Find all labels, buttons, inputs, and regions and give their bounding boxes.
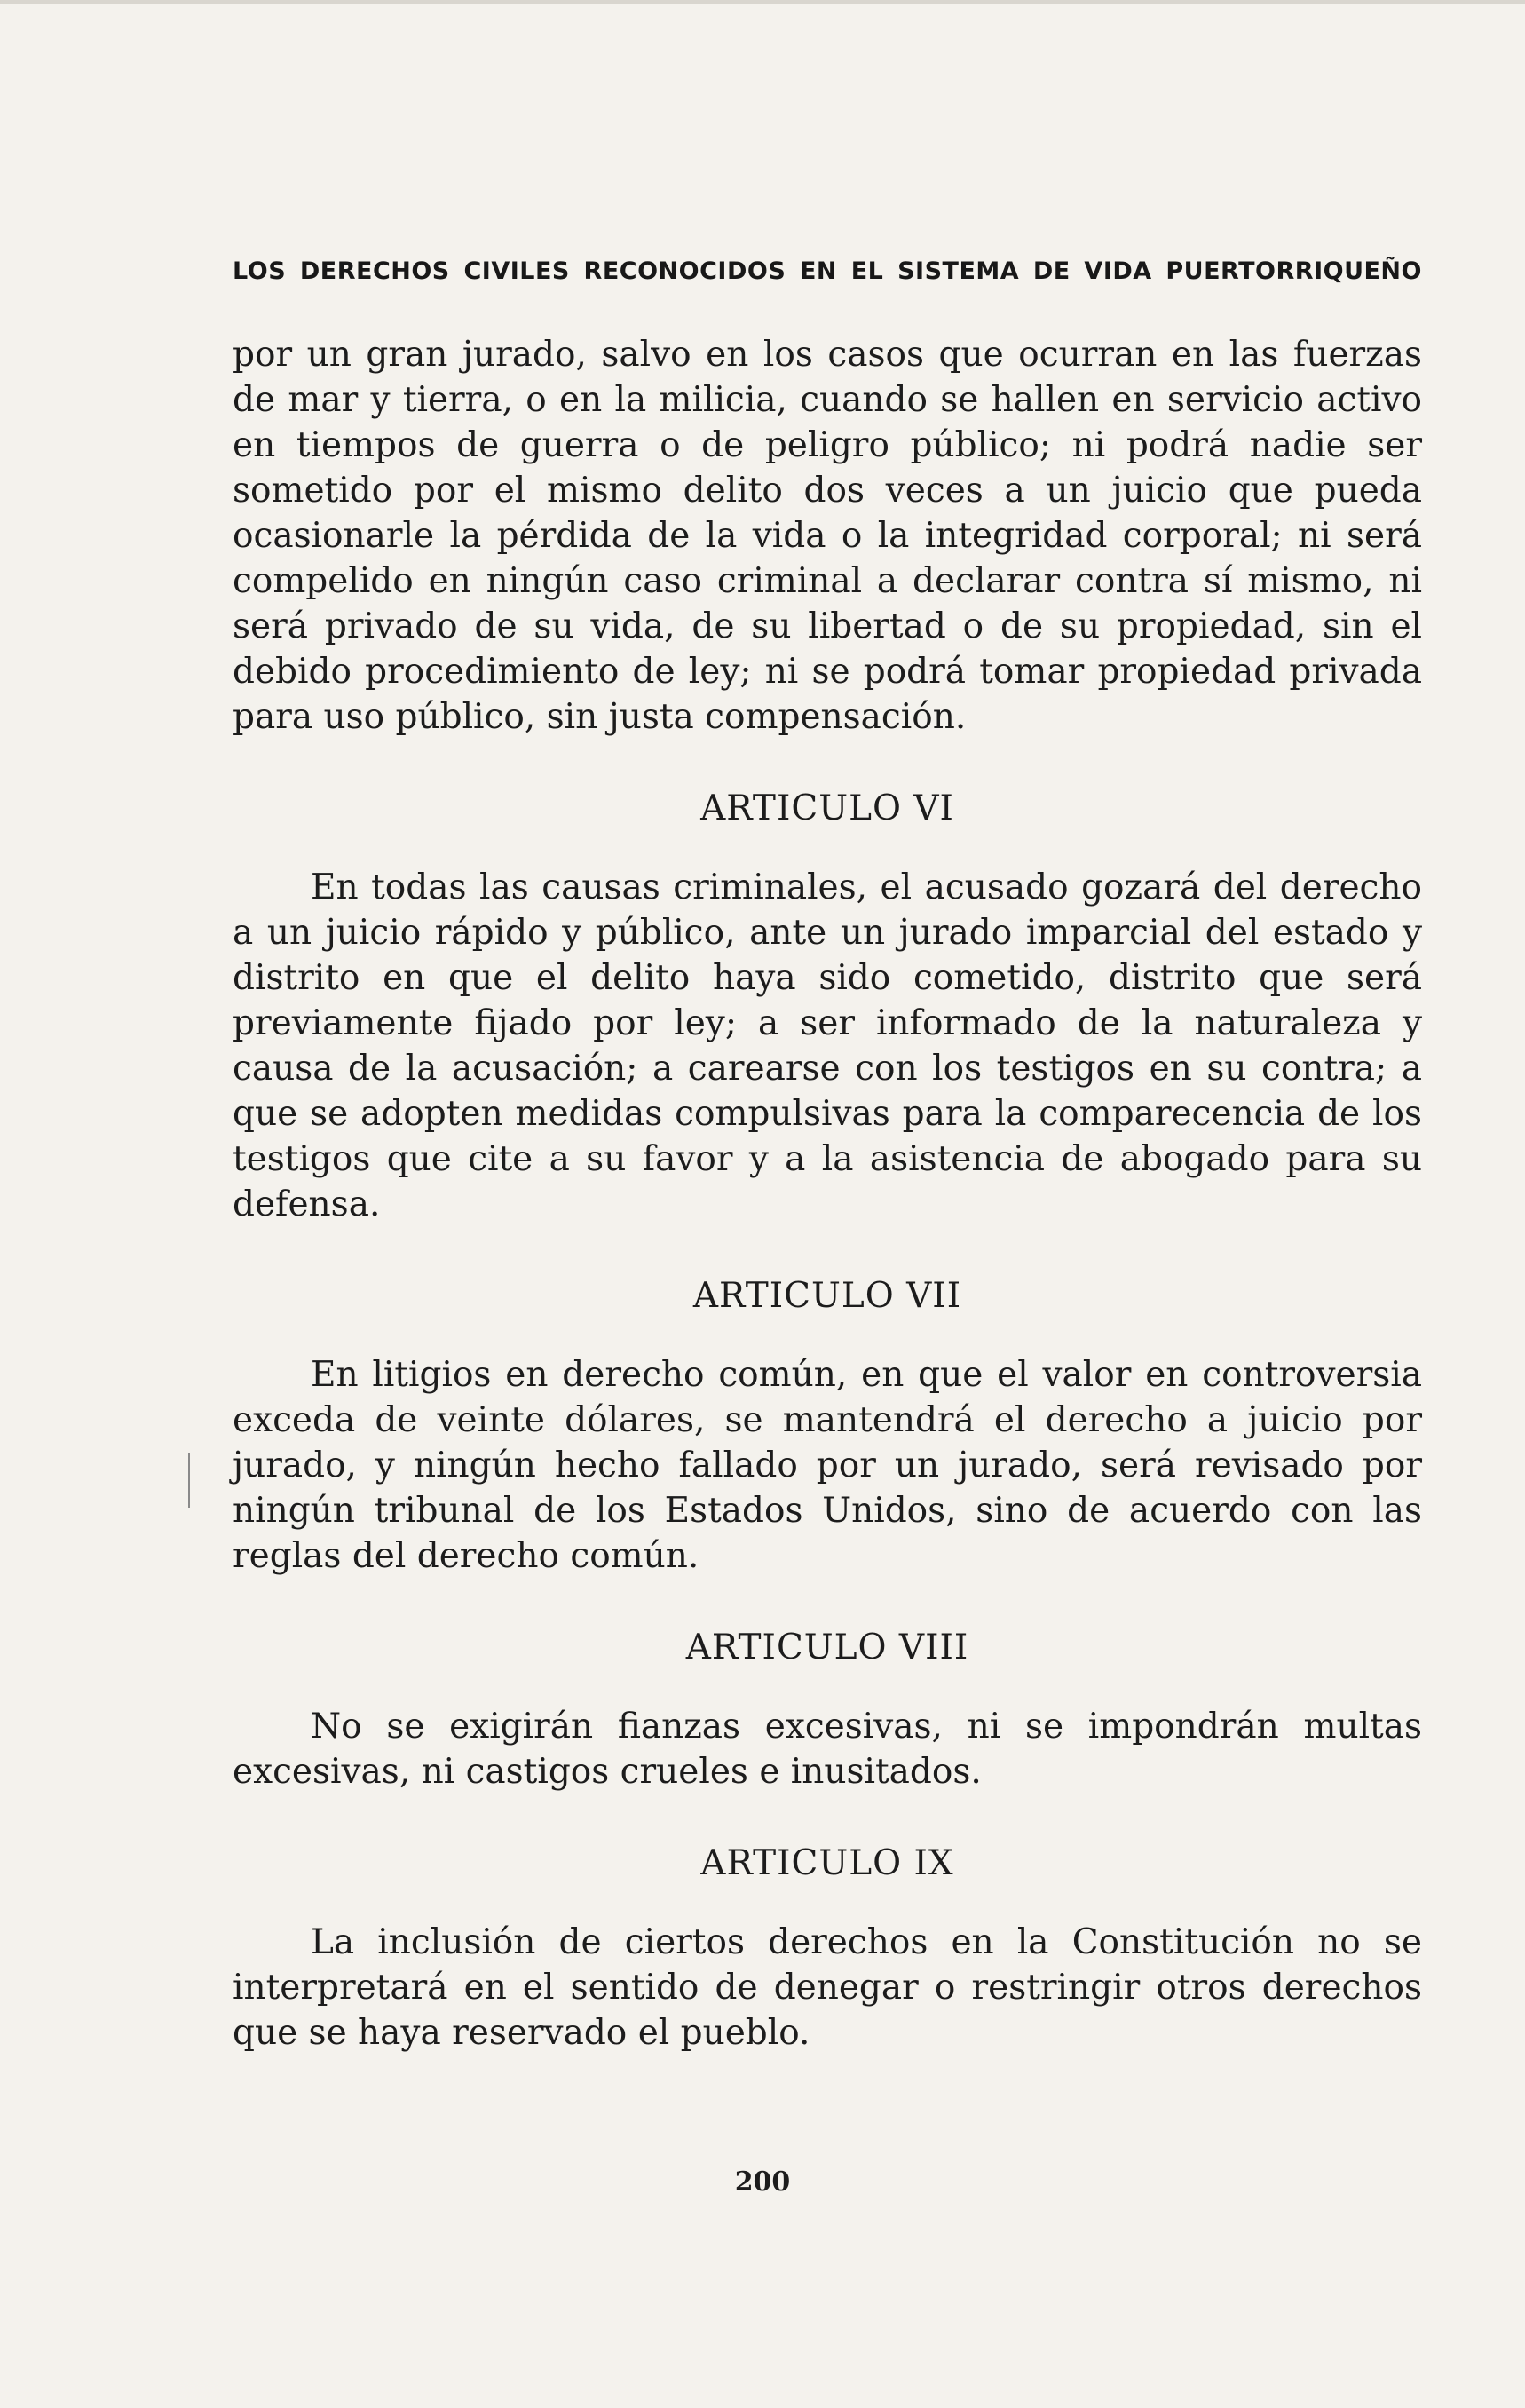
page-body [233,332,1422,2056]
article-vii-text: En litigios en derecho común, en que el valor en controversia exceda de veinte dólares, se mantendrá el derecho a juicio por jurado, y ningún hecho fallado por un jurado, será revisado por ningún tribunal de los Estados Unidos, sino de acuerdo con las reglas del derecho común. [233,1355,1422,1576]
article-vi-text: En todas las causas criminales, el acusado gozará del derecho a un juicio rápido y público, ante un jurado imparcial del estado y distrito en que el delito haya sido cometido, distrito que será previamente fijado por ley; a ser informado de la naturaleza y causa de la acusación; a carearse con los testigos en su contra; a que se adopten medidas compulsivas para la comparecencia de los testigos que cite a su favor y a la asistencia de abogado para su defensa. [233,867,1422,1224]
running-header: LOS DERECHOS CIVILES RECONOCIDOS EN EL SISTEMA DE VIDA PUERTORRIQUEÑO [233,257,1422,285]
article-ix-heading: ARTICULO IX [700,1843,954,1883]
article-viii-text: No se exigirán fianzas excesivas, ni se impondrán multas excesivas, ni castigos crueles e inusitados. [233,1707,1422,1792]
article-viii-heading: ARTICULO VIII [685,1628,969,1667]
page-number: 200 [734,2166,791,2198]
margin-mark [188,1453,190,1508]
article-vi-heading: ARTICULO VI [700,788,954,828]
article-vii-heading: ARTICULO VII [692,1276,962,1316]
continuation-paragraph: por un gran jurado, salvo en los casos que ocurran en las fuerzas de mar y tierra, o en la milicia, cuando se hallen en servicio activo en tiempos de guerra o de peligro público; ni podrá nadie ser sometido por el mismo delito dos veces a un juicio que pueda ocasionarle la pérdida de la vida o la integridad corporal; ni será compelido en ningún caso criminal a declarar contra sí mismo, ni será privado de su vida, de su libertad o de su propiedad, sin el debido procedimiento de ley; ni se podrá tomar propiedad privada para uso público, sin justa compensación. [233,335,1422,737]
article-ix-text: La inclusión de ciertos derechos en la Constitución no se interpretará en el sentido de denegar o restringir otros derechos que se haya reservado el pueblo. [233,1922,1422,2053]
